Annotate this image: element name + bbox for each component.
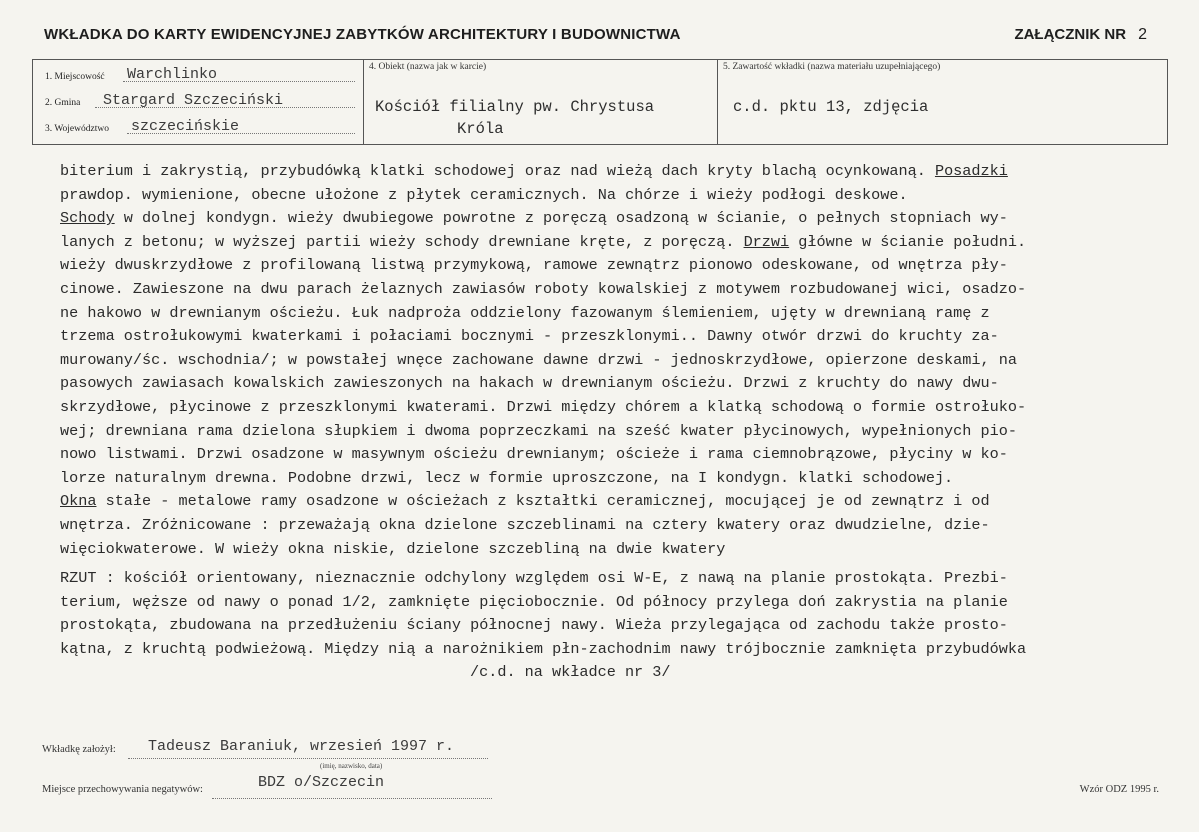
column-divider-1 <box>363 60 364 144</box>
fields-box <box>32 59 1168 145</box>
text-line: wnętrza. Zróżnicowane : przeważają okna dzielone szczeblinami na cztery kwatery oraz dwudzielne, dzie- <box>60 515 990 534</box>
text-line: kątna, z kruchtą podwieżową. Między nią a narożnikiem płn-zachodnim nawy trójbocznie zamknięta przybudówka <box>60 639 1027 658</box>
text-line: trzema ostrołukowymi kwaterkami i połaciami bocznymi - przeszklonymi.. Dawny otwór drzwi do kruchty za- <box>60 327 999 346</box>
annex-label-text: ZAŁĄCZNIK NR <box>1014 26 1127 43</box>
text-line <box>60 231 1150 255</box>
document-title: WKŁADKA DO KARTY EWIDENCYJNEJ ZABYTKÓW ARCHITEKTURY I BUDOWNICTWA <box>44 26 681 43</box>
text-line: terium, węższe od nawy o ponad 1/2, zamknięte pięciobocznie. Od północy przylega doń zakrystia na planie <box>60 592 1008 611</box>
text-line: wieży dwuskrzydłowe z profilowaną listwą przymykową, ramowe zewnątrz pionowo odeskowane, od wnętrza pły- <box>60 256 1008 275</box>
heading-posadzki: Posadzki <box>934 162 1008 180</box>
voivodeship-row <box>45 116 357 136</box>
author-hint: (imię, nazwisko, data) <box>320 762 383 770</box>
locality-value: Warchlinko <box>127 66 218 83</box>
author-value: Tadeusz Baraniuk, wrzesień 1997 r. <box>148 738 455 755</box>
heading-okna: Okna <box>60 492 97 511</box>
text-line: nowo listwami. Drzwi osadzone w masywnym ościeżu drewnianym; ościeże i rama ciemnobrązowe, płyciny w ko- <box>60 445 1008 464</box>
text-line: wej; drewniana rama dzielona słupkiem i dwoma poprzeczkami na sześć kwater płycinowych, wypełnionych pio- <box>60 421 1017 440</box>
heading-schody: Schody <box>60 209 115 228</box>
voivodeship-label: 3. Województwo <box>45 124 109 134</box>
content-label: 5. Zawartość wkładki (nazwa materiału uzupełniającego) <box>723 62 941 72</box>
storage-value: BDZ o/Szczecin <box>258 774 385 791</box>
object-label: 4. Obiekt (nazwa jak w karcie) <box>369 62 487 72</box>
locality-label: 1. Miejscowość <box>45 72 105 82</box>
text-segment: lanych z betonu; w wyższej partii wieży schody drewniane kręte, z poręczą. <box>60 232 744 251</box>
text-segment: w dolnej kondygn. wieży dwubiegowe powrotne z poręczą osadzoną w ścianie, o pełnych stopniach wy- <box>114 209 1008 228</box>
annex-label <box>1014 26 1147 44</box>
text-line <box>60 207 1150 231</box>
text-line: więciokwaterowe. W wieży okna niskie, dzielone szczebliną na dwie kwatery <box>60 539 726 558</box>
text-line: RZUT : kościół orientowany, nieznacznie odchylony względem osi W-E, z nawą na planie prostokąta. Prezbi- <box>60 569 1008 588</box>
continuation-note: /c.d. na wkładce nr 3/ <box>470 663 671 682</box>
text-line: pasowych zawiasach kowalskich zawieszonych na hakach w drewnianym ościeżu. Drzwi z kruchty do nawy dwu- <box>60 374 999 393</box>
text-line: ne hakowo w drewnianym ościeżu. Łuk nadproża oddzielony fazowanym ślemieniem, ujęty w drewnianą ramę z <box>60 303 990 322</box>
text-line: prostokąta, zbudowana na przedłużeniu ściany północnej nawy. Wieża przylegająca od zachodu także prosto- <box>60 616 1008 635</box>
text-line: murowany/śc. wschodnia/; w powstałej wnęce zachowane dawne drzwi - jednoskrzydłowe, opierzone deskami, na <box>60 350 1017 369</box>
content-value: c.d. pktu 13, zdjęcia <box>733 98 929 116</box>
commune-row <box>45 90 357 110</box>
text-segment: biterium i zakrystią, przybudówką klatki schodowej oraz nad wieżą dach kryty blachą ocynkowaną. <box>60 162 935 180</box>
text-segment: stałe - metalowe ramy osadzone w ościeżach z kształtki ceramicznej, mocującej je od zewnątrz i od <box>96 492 990 511</box>
text-line: prawdop. wymienione, obecne ułożone z płytek ceramicznych. Na chórze i wieży podłogi deskowe. <box>60 185 908 204</box>
column-divider-2 <box>717 60 718 144</box>
voivodeship-value: szczecińskie <box>131 118 240 135</box>
commune-value: Stargard Szczeciński <box>103 92 284 109</box>
heading-drzwi: Drzwi <box>743 232 790 251</box>
author-label: Wkładkę założył: <box>42 744 116 755</box>
text-line: lorze naturalnym drewna. Podobne drzwi, lecz w formie uproszczone, na I kondygn. klatki schodowej. <box>60 468 954 487</box>
commune-label: 2. Gmina <box>45 98 81 108</box>
form-code: Wzór ODZ 1995 r. <box>1079 784 1159 795</box>
text-line: cinowe. Zawieszone na dwu parach żelaznych zawiasów roboty kowalskiej z motywem rozbudowanej wici, osadzo- <box>60 279 1027 298</box>
text-line <box>60 160 1150 184</box>
object-value-line1: Kościół filialny pw. Chrystusa <box>375 98 655 116</box>
storage-label: Miejsce przechowywania negatywów: <box>42 784 203 795</box>
description-text <box>60 160 1150 685</box>
object-value-line2: Króla <box>457 120 504 138</box>
annex-number: 2 <box>1138 26 1147 43</box>
text-line <box>60 490 1150 514</box>
locality-row <box>45 64 357 84</box>
text-segment: główne w ścianie południ. <box>789 232 1027 251</box>
text-line: skrzydłowe, płycinowe z przeszklonymi kwaterami. Drzwi między chórem a klatką schodową o formie ostrołuko- <box>60 397 1027 416</box>
